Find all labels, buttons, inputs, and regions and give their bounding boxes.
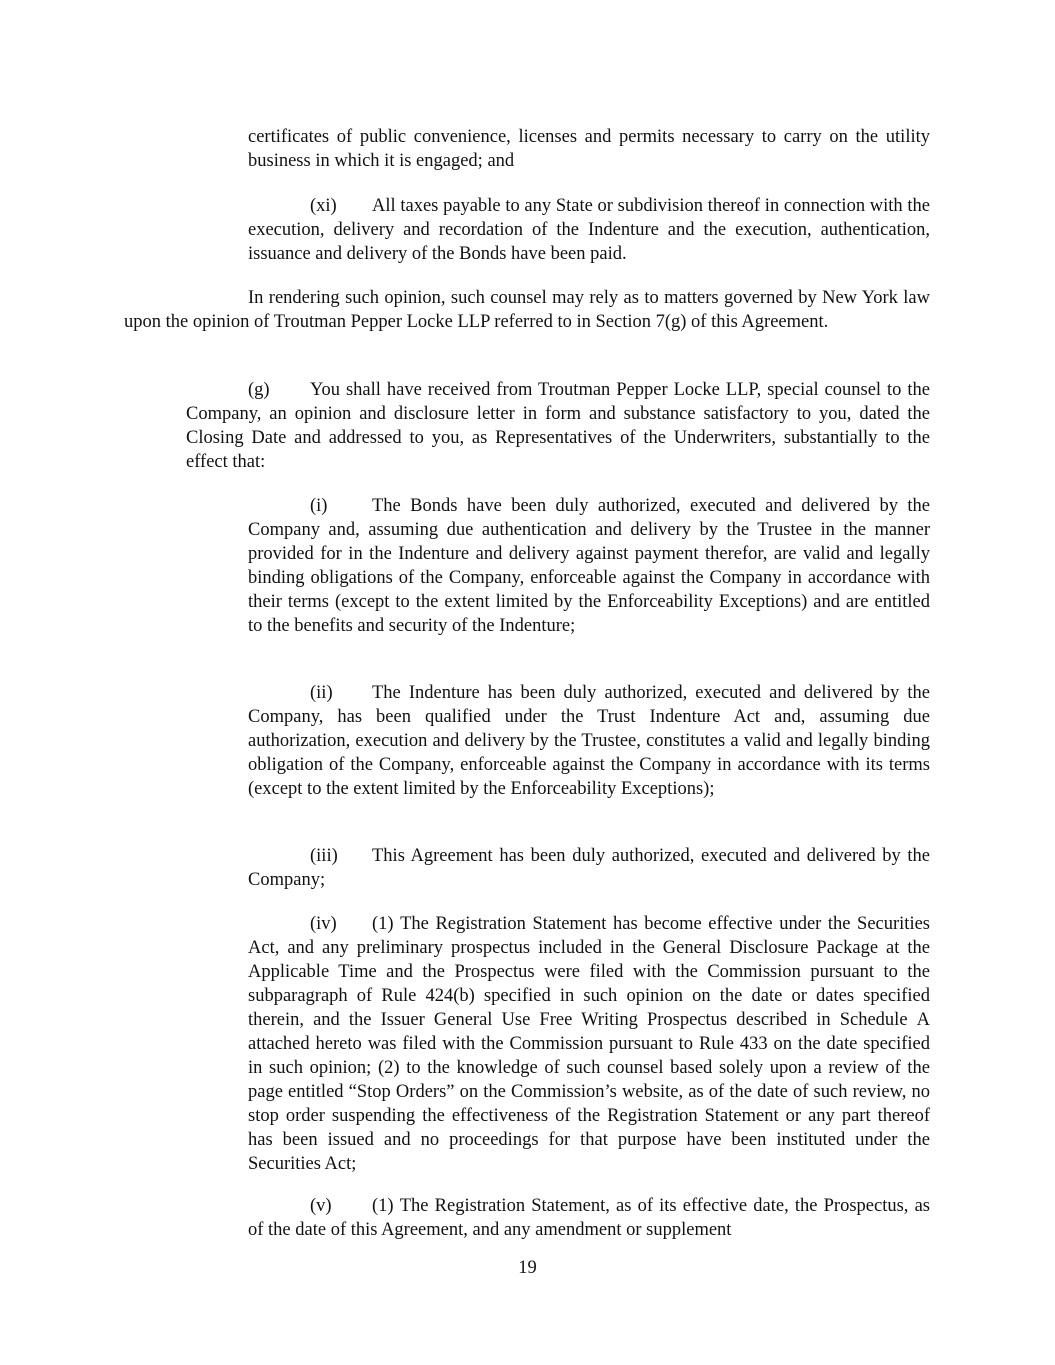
continuation-text: certificates of public convenience, licenses and permits necessary to carry on the utility business in which it is engaged; and — [248, 127, 930, 171]
continuation-paragraph — [248, 125, 930, 173]
item-iii-label: (iii) — [310, 846, 338, 866]
section-g-label: (g) — [248, 380, 270, 400]
item-i-label: (i) — [310, 496, 328, 516]
item-ii-paragraph — [248, 681, 930, 801]
item-xi-text: All taxes payable to any State or subdivision thereof in connection with the execution, delivery and recordation of the Indenture and the execution, authentication, issuance and delivery of the Bonds have been paid. — [248, 196, 930, 264]
item-xi-label: (xi) — [310, 196, 337, 216]
section-g-text: You shall have received from Troutman Pepper Locke LLP, special counsel to the Company, an opinion and disclosure letter in form and substance satisfactory to you, dated the Closing Date and addressed to you, as Representatives of the Underwriters, substantially to the effect that: — [186, 380, 930, 472]
item-iv-paragraph — [248, 912, 930, 1176]
item-ii-label: (ii) — [310, 683, 333, 703]
item-iii-paragraph — [248, 844, 930, 892]
item-v-text: (1) The Registration Statement, as of its effective date, the Prospectus, as of the date of this Agreement, and any amendment or supplement — [248, 1196, 930, 1240]
item-v-paragraph — [248, 1194, 930, 1242]
item-iv-label: (iv) — [310, 914, 337, 934]
section-g-paragraph — [186, 378, 930, 474]
item-i-text: The Bonds have been duly authorized, executed and delivered by the Company and, assuming due authentication and delivery by the Trustee in the manner provided for in the Indenture and delivery against payment therefor, are valid and legally binding obligations of the Company, enforceable against the Company in accordance with their terms (except to the extent limited by the Enforceability Exceptions) and are entitled to the benefits and security of the Indenture; — [248, 496, 930, 636]
item-xi-paragraph — [248, 194, 930, 266]
item-ii-text: The Indenture has been duly authorized, executed and delivered by the Company, has been qualified under the Trust Indenture Act and, assuming due authorization, execution and delivery by the Trustee, constitutes a valid and legally binding obligation of the Company, enforceable against the Company in accordance with its terms (except to the extent limited by the Enforceability Exceptions); — [248, 683, 930, 799]
item-iii-text: This Agreement has been duly authorized, executed and delivered by the Company; — [248, 846, 930, 890]
item-v-label: (v) — [310, 1196, 332, 1216]
rendering-paragraph — [124, 286, 930, 334]
rendering-text: In rendering such opinion, such counsel may rely as to matters governed by New York law upon the opinion of Troutman Pepper Locke LLP referred to in Section 7(g) of this Agreement. — [124, 288, 930, 332]
item-iv-text: (1) The Registration Statement has become effective under the Securities Act, and any preliminary prospectus included in the General Disclosure Package at the Applicable Time and the Prospectus were filed with the Commission pursuant to the subparagraph of Rule 424(b) specified in such opinion on the date or dates specified therein, and the Issuer General Use Free Writing Prospectus described in Schedule A attached hereto was filed with the Commission pursuant to Rule 433 on the date specified in such opinion; (2) to the knowledge of such counsel based solely upon a review of the page entitled “Stop Orders” on the Commission’s website, as of the date of such review, no stop order suspending the effectiveness of the Registration Statement or any part thereof has been issued and no proceedings for that purpose have been instituted under the Securities Act; — [248, 914, 930, 1174]
item-i-paragraph — [248, 494, 930, 638]
page-number: 19 — [518, 1258, 537, 1278]
